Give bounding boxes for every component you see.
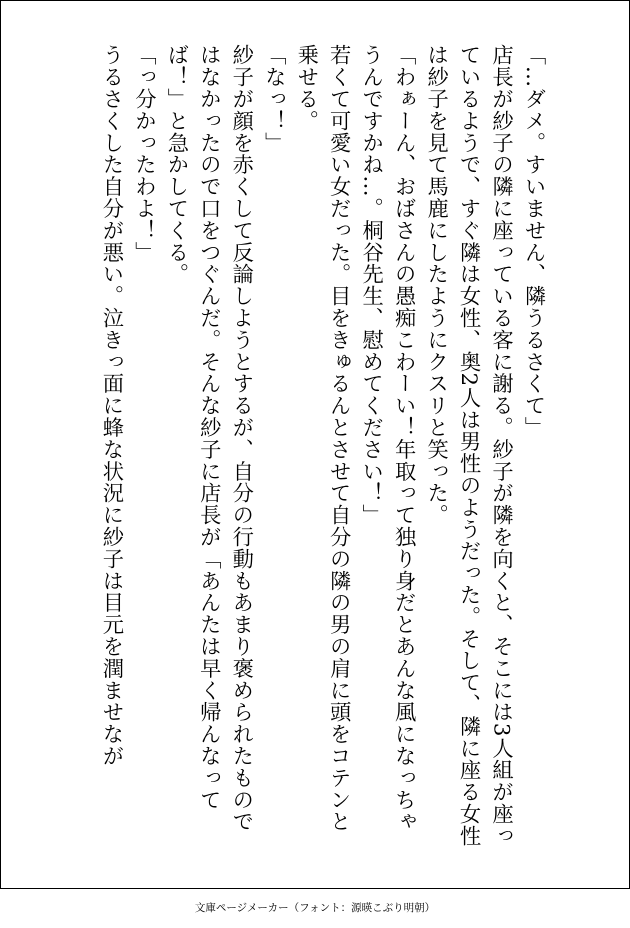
paragraph: 「っ分かったわよ！」 (131, 44, 157, 263)
paragraph: うるさくした自分が悪い。泣きっ面に蜂な状況に紗子は目元を潤ませなが (98, 44, 124, 767)
paragraph: 店長が紗子の隣に座っている客に謝る。紗子が隣を向くと、そこには3人組が座っているようで、すぐ隣は女性、奥2人は男性のようだった。そして、隣に座る女性は紗子を見て馬鹿にしたようにクスリと笑った。 (423, 44, 514, 847)
paragraph: 紗子が顔を赤くして反論しようとするが、自分の行動もあまり褒められたものではなかったので口をつぐんだ。そんな紗子に店長が「あんたは早く帰んなってば！」と急かしてくる。 (163, 44, 254, 833)
paragraph: 「…ダメ。すいません、隣うるさくて」 (521, 44, 546, 439)
paragraph: 「わぁーん、おばさんの愚痴こわーい！年取って独り身だとあんな風になっちゃうんですかね…。桐谷先生、慰めてください！」 (358, 44, 417, 833)
footer-credit: 文庫ページメーカー（フォント：源暎こぶり明朝） (194, 902, 436, 914)
paragraph: 「なっ！」 (261, 44, 287, 154)
vertical-text-body (94, 44, 549, 854)
paragraph: 若くて可愛い女だった。目をきゅるんとさせて自分の隣の男の肩に頭をコテンと乗せる。 (293, 44, 352, 833)
